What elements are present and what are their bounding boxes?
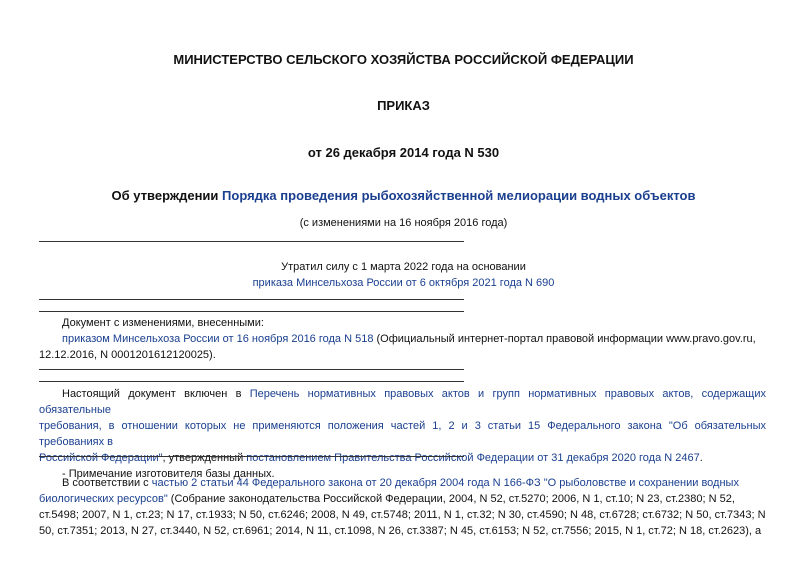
body-text-line4: 50, ст.7351; 2013, N 27, ст.3440, N 52, ст.6961; 2014, N 11, ст.1098, N 26, ст.3387; N 45, ст.6153; N 52, ст.7556; 2015, N 1, ст.72; N 18, ст.2623), а: [39, 525, 762, 537]
body-text-line3: ст.5498; 2007, N 1, ст.23; N 17, ст.1933; N 50, ст.6246; 2008, N 49, ст.5748; 2011, N 1, ст.32; N 30, ст.4590; N 48, ст.6728; ст.6732; N 50, ст.7343; N: [39, 509, 766, 521]
divider: [39, 381, 464, 382]
repeal-order-link[interactable]: приказа Минсельхоза России от 6 октября 2021 года N 690: [252, 277, 555, 289]
document-type: ПРИКАЗ: [377, 98, 430, 113]
inclusion-end: .: [699, 452, 703, 464]
federal-law-link-line2[interactable]: биологических ресурсов": [39, 493, 168, 505]
list-link-line3[interactable]: Российской Федерации": [39, 452, 163, 464]
inclusion-prefix: Настоящий документ включен в: [62, 388, 250, 400]
body-paragraph: [39, 475, 766, 539]
title-link[interactable]: Порядка проведения рыбохозяйственной мелиорации водных объектов: [222, 188, 696, 203]
document-date-number: от 26 декабря 2014 года N 530: [307, 145, 500, 160]
government-decree-link[interactable]: постановлением Правительства Российской Федерации от 31 декабря 2020 года N 2467: [246, 452, 700, 464]
document-title: [0, 188, 807, 203]
inclusion-middle: , утвержденный: [162, 452, 247, 464]
body-text-line2: (Собрание законодательства Российской Федерации, 2004, N 52, ст.5270; 2006, N 1, ст.10; N 23, ст.2380; N 52,: [167, 493, 735, 505]
divider: [39, 456, 464, 457]
title-prefix: Об утверждении: [111, 188, 223, 203]
body-prefix: В соответствии с: [62, 477, 152, 489]
divider: [39, 311, 464, 312]
amendments-block: [39, 315, 766, 363]
federal-law-link-line1[interactable]: частью 2 статьи 44 Федерального закона от 20 декабря 2004 года N 166-ФЗ "О рыболовстве и сохранении водных: [151, 477, 739, 489]
amendment-order-link[interactable]: приказом Минсельхоза России от 16 ноября 2016 года N 518: [62, 333, 374, 345]
list-link-line2[interactable]: требования, в отношении которых не применяются положения частей 1, 2 и 3 статьи 15 Федерального закона "Об обязательных требованиях в: [39, 420, 766, 448]
amendment-source-continued: 12.12.2016, N 0001201612120025).: [39, 349, 216, 361]
list-link-line1[interactable]: Перечень нормативных правовых актов и групп нормативных правовых актов, содержащих обязательные: [39, 388, 766, 416]
ministry-heading: МИНИСТЕРСТВО СЕЛЬСКОГО ХОЗЯЙСТВА РОССИЙСКОЙ ФЕДЕРАЦИИ: [173, 52, 634, 67]
divider: [39, 299, 464, 300]
amendment-source: (Официальный интернет-портал правовой информации www.pravo.gov.ru,: [373, 333, 756, 345]
inclusion-block: [39, 386, 766, 482]
repeal-link: [0, 277, 807, 289]
repeal-text: Утратил силу с 1 марта 2022 года на основании: [281, 261, 526, 273]
divider: [39, 369, 464, 370]
amendments-intro: Документ с изменениями, внесенными:: [62, 317, 264, 329]
changes-note: (с изменениями на 16 ноября 2016 года): [299, 217, 508, 229]
database-note: - Примечание изготовителя базы данных.: [62, 468, 275, 480]
divider: [39, 241, 464, 242]
